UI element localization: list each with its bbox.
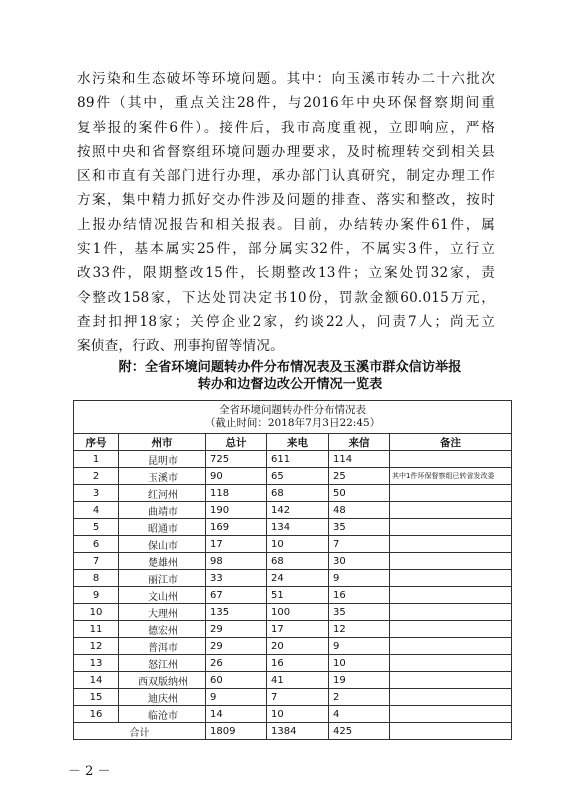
- row-phone: 100: [267, 604, 329, 621]
- row-letter: 35: [329, 604, 390, 621]
- header-city: 州市: [119, 434, 206, 451]
- row-phone: 134: [267, 519, 329, 536]
- row-letter: 9: [329, 638, 390, 655]
- total-label: 合计: [74, 723, 206, 740]
- row-phone: 68: [267, 553, 329, 570]
- row-total: 90: [206, 468, 267, 485]
- table-row: [74, 604, 512, 621]
- table-row: [74, 655, 512, 672]
- row-total: 14: [206, 706, 267, 723]
- row-letter: 16: [329, 587, 390, 604]
- paragraph-line: 案侦查，行政、刑事拘留等情况。: [77, 338, 284, 355]
- table-row: [74, 519, 512, 536]
- row-note: [390, 536, 512, 553]
- body-paragraph: [77, 67, 495, 359]
- row-number: 12: [74, 638, 119, 655]
- row-phone: 24: [267, 570, 329, 587]
- row-number: 2: [74, 468, 119, 485]
- row-letter: 4: [329, 706, 390, 723]
- row-note: [390, 621, 512, 638]
- row-city: 大理州: [119, 604, 206, 621]
- row-letter: 30: [329, 553, 390, 570]
- row-note: [390, 451, 512, 468]
- row-phone: 20: [267, 638, 329, 655]
- header-total: 总计: [206, 434, 267, 451]
- row-letter: 19: [329, 672, 390, 689]
- paragraph-line: 实1件，基本属实25件，部分属实32件，不属实3件，立行立: [77, 241, 495, 258]
- row-letter: 10: [329, 655, 390, 672]
- row-note: 其中1件环保督察组已转省发改委: [390, 468, 512, 485]
- row-note: [390, 638, 512, 655]
- row-number: 4: [74, 502, 119, 519]
- row-city: 普洱市: [119, 638, 206, 655]
- paragraph-line: 复举报的案件6件）。接件后，我市高度重视，立即响应，严格: [77, 119, 495, 136]
- page-number: － 2 －: [68, 764, 111, 779]
- row-total: 17: [206, 536, 267, 553]
- row-total: 135: [206, 604, 267, 621]
- row-city: 临沧市: [119, 706, 206, 723]
- row-total: 725: [206, 451, 267, 468]
- row-phone: 16: [267, 655, 329, 672]
- row-note: [390, 604, 512, 621]
- row-number: 7: [74, 553, 119, 570]
- table-row: [74, 468, 512, 485]
- row-city: 昆明市: [119, 451, 206, 468]
- row-total: 169: [206, 519, 267, 536]
- paragraph-line: 上报办结情况报告和相关报表。目前，办结转办案件61件，属: [77, 216, 495, 233]
- row-city: 楚雄州: [119, 553, 206, 570]
- caption-line-1: 附：全省环境问题转办件分布情况表及玉溪市群众信访举报: [118, 360, 462, 375]
- row-city: 红河州: [119, 485, 206, 502]
- paragraph-line: 方案，集中精力抓好交办件涉及问题的排查、落实和整改，按时: [77, 192, 495, 209]
- row-letter: 35: [329, 519, 390, 536]
- table-total-row: [74, 723, 512, 740]
- table-row: [74, 570, 512, 587]
- row-total: 98: [206, 553, 267, 570]
- table-row: [74, 706, 512, 723]
- table-row: [74, 451, 512, 468]
- row-number: 3: [74, 485, 119, 502]
- row-city: 保山市: [119, 536, 206, 553]
- row-note: [390, 502, 512, 519]
- row-note: [390, 655, 512, 672]
- row-total: 33: [206, 570, 267, 587]
- header-phone: 来电: [267, 434, 329, 451]
- table-header-row: [74, 434, 512, 451]
- table-row: [74, 689, 512, 706]
- row-city: 曲靖市: [119, 502, 206, 519]
- row-note: [390, 553, 512, 570]
- table-row: [74, 672, 512, 689]
- row-letter: 7: [329, 536, 390, 553]
- row-letter: 50: [329, 485, 390, 502]
- row-city: 丽江市: [119, 570, 206, 587]
- row-phone: 41: [267, 672, 329, 689]
- table-title: 全省环境问题转办件分布情况表: [219, 404, 367, 416]
- row-note: [390, 672, 512, 689]
- paragraph-line: 水污染和生态破坏等环境问题。其中：向玉溪市转办二十六批次: [77, 71, 495, 87]
- table-row: [74, 621, 512, 638]
- row-number: 13: [74, 655, 119, 672]
- row-phone: 65: [267, 468, 329, 485]
- row-letter: 48: [329, 502, 390, 519]
- total-letter: 425: [329, 723, 390, 740]
- row-number: 14: [74, 672, 119, 689]
- header-letter: 来信: [329, 434, 390, 451]
- row-phone: 142: [267, 502, 329, 519]
- row-total: 26: [206, 655, 267, 672]
- paragraph-line: 按照中央和省督察组环境问题办理要求，及时梳理转交到相关县: [77, 143, 495, 160]
- row-total: 29: [206, 638, 267, 655]
- caption-line-2: 转办和边督边改公开情况一览表: [197, 377, 383, 392]
- row-letter: 12: [329, 621, 390, 638]
- row-number: 16: [74, 706, 119, 723]
- paragraph-line: 89件（其中，重点关注28件，与2016年中央环保督察期间重: [77, 95, 495, 112]
- header-note: 备注: [390, 434, 512, 451]
- row-total: 9: [206, 689, 267, 706]
- row-phone: 68: [267, 485, 329, 502]
- paragraph-line: 查封扣押18家；关停企业2家，约谈22人，问责7人；尚无立: [77, 313, 495, 330]
- paragraph-line: 令整改158家，下达处罚决定书10份，罚款金额60.015万元，: [77, 289, 495, 306]
- row-number: 1: [74, 451, 119, 468]
- table-row: [74, 553, 512, 570]
- row-number: 6: [74, 536, 119, 553]
- row-phone: 51: [267, 587, 329, 604]
- total-note: [390, 723, 512, 740]
- row-phone: 611: [267, 451, 329, 468]
- row-number: 9: [74, 587, 119, 604]
- row-note: [390, 706, 512, 723]
- row-number: 15: [74, 689, 119, 706]
- row-note: [390, 587, 512, 604]
- row-total: 67: [206, 587, 267, 604]
- table-caption: [60, 359, 520, 393]
- table-title-cell: [74, 401, 512, 434]
- total-phone: 1384: [267, 723, 329, 740]
- total-sum: 1809: [206, 723, 267, 740]
- row-city: 迪庆州: [119, 689, 206, 706]
- row-city: 德宏州: [119, 621, 206, 638]
- table-row: [74, 502, 512, 519]
- row-number: 5: [74, 519, 119, 536]
- table-row: [74, 536, 512, 553]
- table-subtitle: （截止时间：2018年7月3日22:45）: [204, 417, 381, 429]
- paragraph-line: 改33件，限期整改15件，长期整改13件；立案处罚32家，责: [77, 265, 495, 282]
- table-row: [74, 638, 512, 655]
- row-total: 118: [206, 485, 267, 502]
- paragraph-line: 区和市直有关部门进行办理，承办部门认真研究，制定办理工作: [77, 168, 495, 185]
- row-letter: 9: [329, 570, 390, 587]
- row-total: 60: [206, 672, 267, 689]
- row-city: 玉溪市: [119, 468, 206, 485]
- distribution-table: [73, 400, 512, 740]
- row-number: 10: [74, 604, 119, 621]
- row-city: 西双版纳州: [119, 672, 206, 689]
- row-phone: 7: [267, 689, 329, 706]
- table-row: [74, 485, 512, 502]
- row-letter: 114: [329, 451, 390, 468]
- row-number: 11: [74, 621, 119, 638]
- row-phone: 17: [267, 621, 329, 638]
- row-letter: 2: [329, 689, 390, 706]
- row-note: [390, 570, 512, 587]
- row-total: 190: [206, 502, 267, 519]
- row-note: [390, 485, 512, 502]
- row-phone: 10: [267, 536, 329, 553]
- row-number: 8: [74, 570, 119, 587]
- row-note: [390, 689, 512, 706]
- header-no: 序号: [74, 434, 119, 451]
- row-note: [390, 519, 512, 536]
- table-row: [74, 587, 512, 604]
- row-city: 怒江州: [119, 655, 206, 672]
- row-city: 文山州: [119, 587, 206, 604]
- row-total: 29: [206, 621, 267, 638]
- row-city: 昭通市: [119, 519, 206, 536]
- row-letter: 25: [329, 468, 390, 485]
- row-phone: 10: [267, 706, 329, 723]
